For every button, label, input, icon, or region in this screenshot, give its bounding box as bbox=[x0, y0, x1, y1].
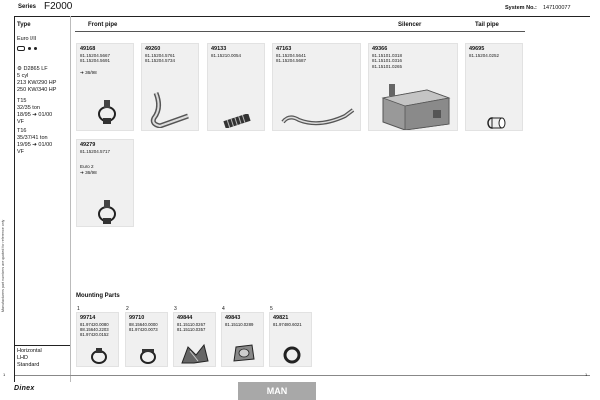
power-2: 250 KW/340 HP bbox=[17, 86, 57, 93]
sidebar-right-divider bbox=[70, 16, 71, 382]
section-header-rule bbox=[75, 31, 525, 32]
part-number: 49821 bbox=[273, 315, 289, 321]
page-number-left: 1 bbox=[3, 372, 6, 377]
vehicle-icons bbox=[17, 46, 37, 51]
power-1: 213 KW/290 HP bbox=[17, 79, 57, 86]
t16-ton: 35/37/41 ton bbox=[17, 134, 48, 141]
header-rule bbox=[15, 16, 590, 17]
mount-card[interactable] bbox=[76, 312, 119, 367]
model-title: F2000 bbox=[44, 1, 73, 12]
system-label: System No.: bbox=[505, 5, 537, 11]
clamp-icon bbox=[95, 198, 119, 226]
disclaimer-text: Manufacturers part numbers are quoted for reference only bbox=[1, 219, 5, 312]
part-refs: 81.15204.5761 81.15204.5734 bbox=[145, 53, 176, 64]
bracket-icon bbox=[230, 341, 258, 365]
part-refs: 81.97420.0080 88.15640.2203 81.97420.0152 bbox=[80, 322, 109, 338]
part-note: Euro 2 ➔ 36/98 bbox=[80, 164, 97, 175]
system-number: 147100077 bbox=[543, 5, 571, 11]
gasket-icon bbox=[282, 345, 302, 365]
part-number: 49695 bbox=[469, 46, 485, 52]
t16-block bbox=[17, 128, 52, 156]
part-refs: 88.15640.0000 81.97420.0073 bbox=[129, 322, 158, 333]
t15-ton: 32/35 ton bbox=[17, 104, 40, 111]
clamp-icon bbox=[138, 347, 158, 365]
page-number-right: 1 bbox=[585, 372, 588, 377]
t15-date: 18/95 ➔ 01/00 bbox=[17, 111, 53, 118]
euro-block bbox=[17, 36, 37, 51]
mount-index: 2 bbox=[126, 306, 129, 312]
orientation: Horizontal bbox=[17, 348, 42, 354]
front-pipe-heading: Front pipe bbox=[88, 22, 118, 28]
t15-vf: VF bbox=[17, 118, 25, 125]
engine-block bbox=[17, 66, 56, 94]
wheel-icon bbox=[34, 47, 37, 50]
part-refs: 81.15204.0252 bbox=[469, 53, 500, 58]
dinex-logo: Dinex bbox=[14, 385, 35, 392]
part-refs: 81.15204.5641 81.15204.5687 bbox=[276, 53, 307, 64]
part-number: 49279 bbox=[80, 142, 96, 148]
mount-index: 4 bbox=[222, 306, 225, 312]
part-note: ➔ 36/98 bbox=[80, 70, 97, 75]
t15-block bbox=[17, 98, 52, 126]
truck-icon bbox=[17, 46, 25, 51]
type-label: Type bbox=[17, 22, 31, 28]
engine-code bbox=[17, 66, 56, 73]
mount-index: 1 bbox=[77, 306, 80, 312]
part-card[interactable] bbox=[76, 139, 134, 227]
bent-pipe-icon bbox=[146, 88, 196, 128]
engine-code-text: D2865 LF bbox=[23, 66, 48, 72]
part-number: 99710 bbox=[129, 315, 145, 321]
drive-side: LHD bbox=[17, 354, 29, 361]
bracket-icon bbox=[180, 341, 210, 365]
series-label: Series bbox=[18, 4, 37, 10]
t16-vf: VF bbox=[17, 148, 25, 155]
part-refs: 81.15204.5667 81.15204.5691 bbox=[80, 53, 111, 64]
part-number: 49260 bbox=[145, 46, 161, 52]
part-refs: 81.15210.0054 bbox=[211, 53, 242, 58]
tail-pipe-icon bbox=[486, 116, 506, 130]
flex-pipe-icon bbox=[222, 114, 252, 128]
type-section bbox=[17, 22, 31, 30]
part-card[interactable] bbox=[141, 43, 199, 131]
mount-index: 5 bbox=[270, 306, 273, 312]
part-card[interactable] bbox=[368, 43, 458, 131]
clamp-icon bbox=[95, 98, 119, 126]
brand-tab: MAN bbox=[238, 382, 316, 400]
t16-date: 19/95 ➔ 01/00 bbox=[17, 141, 53, 148]
part-card[interactable] bbox=[272, 43, 361, 131]
t15-title: T15 bbox=[17, 98, 27, 104]
mount-card[interactable] bbox=[221, 312, 264, 367]
part-card[interactable] bbox=[207, 43, 265, 131]
part-number: 49366 bbox=[372, 46, 388, 52]
mounting-heading: Mounting Parts bbox=[76, 293, 120, 299]
long-pipe-icon bbox=[279, 100, 359, 130]
mount-card[interactable] bbox=[125, 312, 168, 367]
part-refs: 81.15101.0318 81.15101.0316 81.15101.0265 bbox=[372, 53, 403, 69]
mount-card[interactable] bbox=[173, 312, 216, 367]
sidebar-footer-rule bbox=[15, 345, 70, 346]
silencer-heading: Silencer bbox=[398, 22, 422, 28]
silencer-icon bbox=[375, 80, 455, 130]
part-number: 49844 bbox=[177, 315, 193, 321]
part-refs: 81.97480.6021 bbox=[273, 322, 302, 327]
tail-pipe-heading: Tail pipe bbox=[475, 22, 499, 28]
part-number: 47163 bbox=[276, 46, 292, 52]
config-block bbox=[17, 348, 42, 369]
t16-title: T16 bbox=[17, 128, 27, 134]
part-card[interactable] bbox=[76, 43, 134, 131]
cylinders: 5 cyl bbox=[17, 72, 29, 79]
footer-rule bbox=[15, 375, 590, 376]
euro-label: Euro I/II bbox=[17, 36, 37, 42]
sidebar-divider bbox=[14, 16, 15, 382]
part-number: 49133 bbox=[211, 46, 227, 52]
part-number: 99714 bbox=[80, 315, 96, 321]
engine-icon: ⚙ bbox=[17, 66, 22, 72]
part-number: 49843 bbox=[225, 315, 241, 321]
part-card[interactable] bbox=[465, 43, 523, 131]
clamp-icon bbox=[89, 347, 109, 365]
part-number: 49168 bbox=[80, 46, 96, 52]
wheel-icon bbox=[28, 47, 31, 50]
mount-index: 3 bbox=[174, 306, 177, 312]
mount-card[interactable] bbox=[269, 312, 312, 367]
part-refs: 81.15110.0267 81.15110.0357 bbox=[177, 322, 206, 333]
variant: Standard bbox=[17, 361, 40, 368]
part-refs: 81.15204.5717 bbox=[80, 149, 111, 154]
part-refs: 81.15110.0289 bbox=[225, 322, 254, 327]
